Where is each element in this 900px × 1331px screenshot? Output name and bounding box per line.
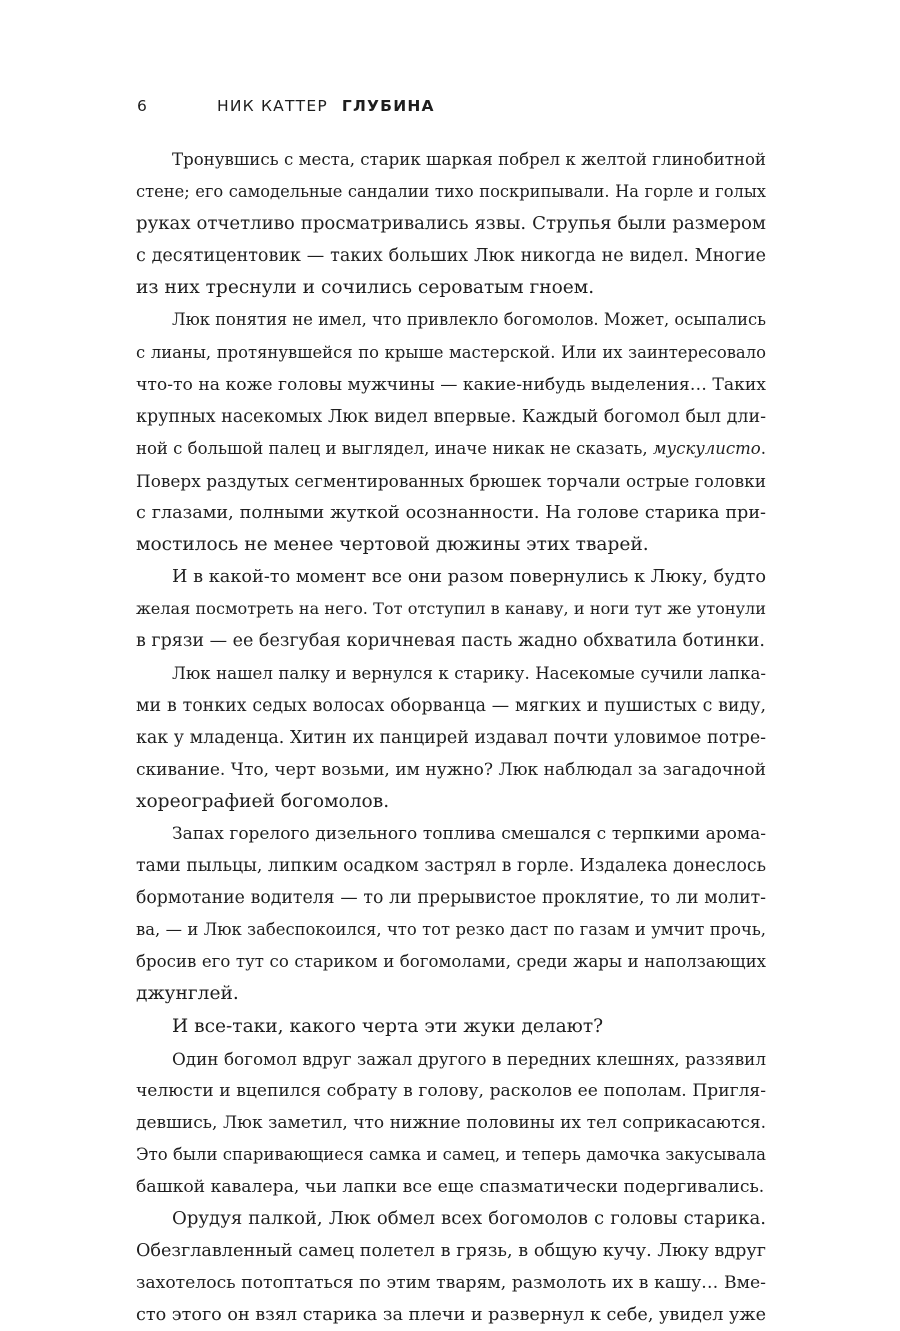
text-line	[136, 369, 766, 401]
text-line	[136, 882, 766, 914]
text-line	[136, 1171, 766, 1203]
text-line	[136, 786, 766, 818]
text-line	[136, 658, 766, 690]
text-line	[136, 1267, 766, 1299]
text-line	[136, 529, 766, 561]
text-line	[136, 1299, 766, 1331]
text-line-content: Люк понятия не имел, что привлекло богомолов. Может, осыпались	[172, 310, 766, 330]
text-line	[136, 1139, 766, 1171]
text-line	[136, 978, 766, 1010]
text-line-content: Запах горелого дизельного топлива смешался с терпкими арома-	[172, 823, 766, 844]
text-line	[136, 401, 766, 433]
text-line	[136, 754, 766, 786]
text-line-content: стене; его самодельные сандалии тихо поскрипывали. На горле и голых	[136, 182, 766, 202]
text-line-content: Орудуя палкой, Люк обмел всех богомолов с головы старика.	[172, 1208, 766, 1230]
text-line-content: ми в тонких седых волосах оборванца — мягких и пушистых с виду,	[136, 695, 766, 716]
text-line-content: крупных насекомых Люк видел впервые. Каждый богомол был дли-	[136, 406, 766, 427]
text-line-content: сто этого он взял старика за плечи и развернул к себе, увидел уже	[136, 1305, 766, 1326]
text-line-content: Люк нашел палку и вернулся к старику. Насекомые сучили лапка-	[172, 663, 766, 683]
text-line-content: тами пыльцы, липким осадком застрял в горле. Издалека донеслось	[136, 856, 766, 877]
text-line-content: челюсти и вцепился собрату в голову, расколов ее пополам. Пригля-	[136, 1080, 766, 1101]
text-line-content: Поверх раздутых сегментированных брюшек торчали острые головки	[136, 470, 766, 491]
text-line-content: башкой кавалера, чьи лапки все еще спазматически подергивались.	[136, 1177, 765, 1197]
text-line-content: захотелось потоптаться по этим тварям, размолоть их в кашу… Вме-	[136, 1273, 766, 1294]
text-line	[136, 1043, 766, 1075]
text-line-content: в грязи — ее безгубая коричневая пасть жадно обхватила ботинки.	[136, 631, 765, 652]
text-line-content: Это были спаривающиеся самка и самец, и теперь дамочка закусывала	[136, 1144, 766, 1164]
text-line	[136, 946, 766, 978]
text-line-content: с лианы, протянувшейся по крыше мастерской. Или их заинтересовало	[136, 342, 766, 362]
text-line-content: мостилось не менее чертовой дюжины этих тварей.	[136, 534, 649, 556]
text-line	[136, 304, 766, 336]
text-line	[136, 690, 766, 722]
text-line-content: как у младенца. Хитин их панцирей издавал почти уловимое потре-	[136, 727, 766, 748]
text-line-content: ной с большой палец и выглядел, иначе никак не сказать,	[136, 438, 653, 458]
text-line	[136, 208, 766, 240]
text-line	[136, 1107, 766, 1139]
text-line-content: что-то на коже головы мужчины — какие-нибудь выделения… Таких	[136, 374, 766, 395]
text-line	[136, 1011, 766, 1043]
text-line-tail: .	[760, 438, 766, 458]
text-line	[136, 1203, 766, 1235]
text-line-content: с глазами, полными жуткой осознанности. На голове старика при-	[136, 503, 766, 524]
text-line	[136, 722, 766, 754]
text-line	[136, 497, 766, 529]
text-line-content: И все-таки, какого черта эти жуки делают?	[172, 1015, 604, 1037]
text-line-content: девшись, Люк заметил, что нижние половины их тел соприкасаются.	[136, 1112, 766, 1133]
book-title: ГЛУБИНА	[341, 97, 435, 115]
italic-emphasis: мускулисто	[652, 438, 761, 458]
text-line	[136, 625, 766, 657]
text-line	[136, 593, 766, 625]
text-line	[136, 914, 766, 946]
text-line	[136, 240, 766, 272]
text-line-content: из них треснули и сочились сероватым гноем.	[136, 277, 595, 299]
text-line-content: И в какой-то момент все они разом повернулись к Люку, будто	[172, 567, 766, 588]
text-line-content: ва, — и Люк забеспокоился, что тот резко даст по газам и умчит прочь,	[136, 920, 766, 940]
text-line-content: скивание. Что, черт возьми, им нужно? Люк наблюдал за загадочной	[136, 759, 766, 780]
text-line	[136, 1075, 766, 1107]
text-line-content: Обезглавленный самец полетел в грязь, в общую кучу. Люку вдруг	[136, 1241, 766, 1262]
text-line-content: бормотание водителя — то ли прерывистое проклятие, то ли молит-	[136, 888, 766, 909]
text-line	[136, 337, 766, 369]
text-line-content: руках отчетливо просматривались язвы. Струпья были размером	[136, 213, 766, 235]
text-line	[136, 818, 766, 850]
text-line-content: Один богомол вдруг зажал другого в передних клешнях, раззявил	[172, 1048, 766, 1069]
text-line	[136, 1235, 766, 1267]
text-line	[136, 850, 766, 882]
text-line	[136, 144, 766, 176]
body-text	[136, 144, 766, 1331]
text-line	[136, 561, 766, 593]
text-line-content: бросив его тут со стариком и богомолами, среди жары и наползающих	[136, 952, 766, 972]
running-header	[137, 97, 435, 115]
text-line	[136, 176, 766, 208]
text-line-content: с десятицентовик — таких больших Люк никогда не видел. Многие	[136, 246, 766, 267]
text-line	[136, 272, 766, 304]
text-line	[136, 465, 766, 497]
text-line-content: джунглей.	[136, 983, 239, 1005]
page-number: 6	[137, 97, 147, 115]
author-name: НИК КАТТЕР	[217, 97, 328, 115]
text-line-content: Тронувшись с места, старик шаркая побрел к желтой глинобитной	[172, 150, 766, 169]
text-line-content: хореографией богомолов.	[136, 790, 390, 812]
text-line	[136, 433, 766, 465]
text-line-content: желая посмотреть на него. Тот отступил в канаву, и ноги тут же утонули	[136, 599, 766, 619]
